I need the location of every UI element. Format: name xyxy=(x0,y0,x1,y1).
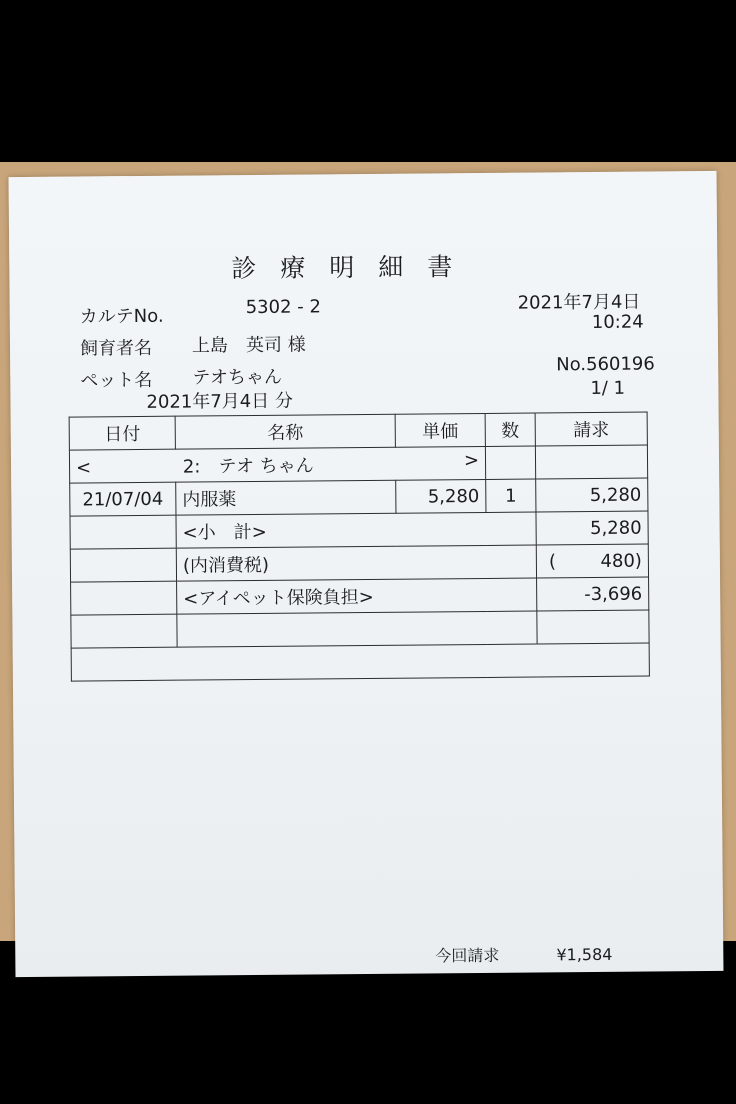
pet-row xyxy=(69,445,647,483)
pet-row-empty-qty xyxy=(485,446,535,479)
subtotal-amount: 5,280 xyxy=(536,511,648,545)
subtotal-label: <小 計> xyxy=(176,512,536,548)
total-billed-amount: ¥1,584 xyxy=(556,944,613,965)
detail-table xyxy=(69,412,650,682)
pet-row-label-cell xyxy=(69,446,485,483)
tax-cell xyxy=(536,544,648,578)
issue-time: 10:24 xyxy=(591,311,644,334)
pet-row-label: 2: テオ ちゃん xyxy=(182,455,314,478)
issue-date: 2021年7月4日 xyxy=(517,291,641,314)
item-name: 内服薬 xyxy=(176,480,396,515)
item-qty: 1 xyxy=(486,479,536,512)
receipt-photo xyxy=(0,162,736,966)
total-billed-partial xyxy=(435,942,612,967)
empty-area-row xyxy=(71,610,649,648)
insurance-row xyxy=(71,577,649,615)
table-header-row xyxy=(69,412,647,450)
owner-name: 上島 英司 様 xyxy=(191,334,306,357)
document-title: 診療明細書 xyxy=(231,252,477,284)
billing-period: 2021年7月4日 分 xyxy=(146,390,294,413)
receipt-paper xyxy=(9,171,724,977)
pet-row-close: > xyxy=(463,450,480,472)
tax-row xyxy=(70,544,648,582)
pet-name: テオちゃん xyxy=(192,366,283,389)
total-billed-label: 今回請求 xyxy=(435,945,500,966)
page-number: 1/ 1 xyxy=(590,377,626,400)
tax-label: (内消費税) xyxy=(176,545,536,581)
chart-no-label: カルテNo. xyxy=(79,305,164,328)
insurance-amount: -3,696 xyxy=(537,577,649,611)
footer-row xyxy=(71,643,649,681)
subtotal-row xyxy=(70,511,648,549)
tax-open-paren: ( xyxy=(548,550,557,572)
insurance-label: <アイペット保険負担> xyxy=(177,578,537,614)
header-amount: 請求 xyxy=(535,412,647,446)
pet-label: ペット名 xyxy=(80,369,153,392)
owner-label: 飼育者名 xyxy=(79,337,153,360)
slip-number: No.560196 xyxy=(556,353,655,376)
header-unit-price: 単価 xyxy=(395,413,485,447)
item-amount: 5,280 xyxy=(536,478,648,512)
chart-no-value: 5302 - 2 xyxy=(245,296,321,319)
tax-amount: 480) xyxy=(600,550,642,572)
item-unit-price: 5,280 xyxy=(396,479,486,513)
table-row xyxy=(70,478,648,516)
item-date: 21/07/04 xyxy=(70,482,176,516)
pet-row-empty-amount xyxy=(535,445,647,479)
header-qty: 数 xyxy=(485,413,535,446)
header-name: 名称 xyxy=(175,414,395,449)
header-date: 日付 xyxy=(69,416,175,450)
pet-row-open: < xyxy=(75,457,92,479)
